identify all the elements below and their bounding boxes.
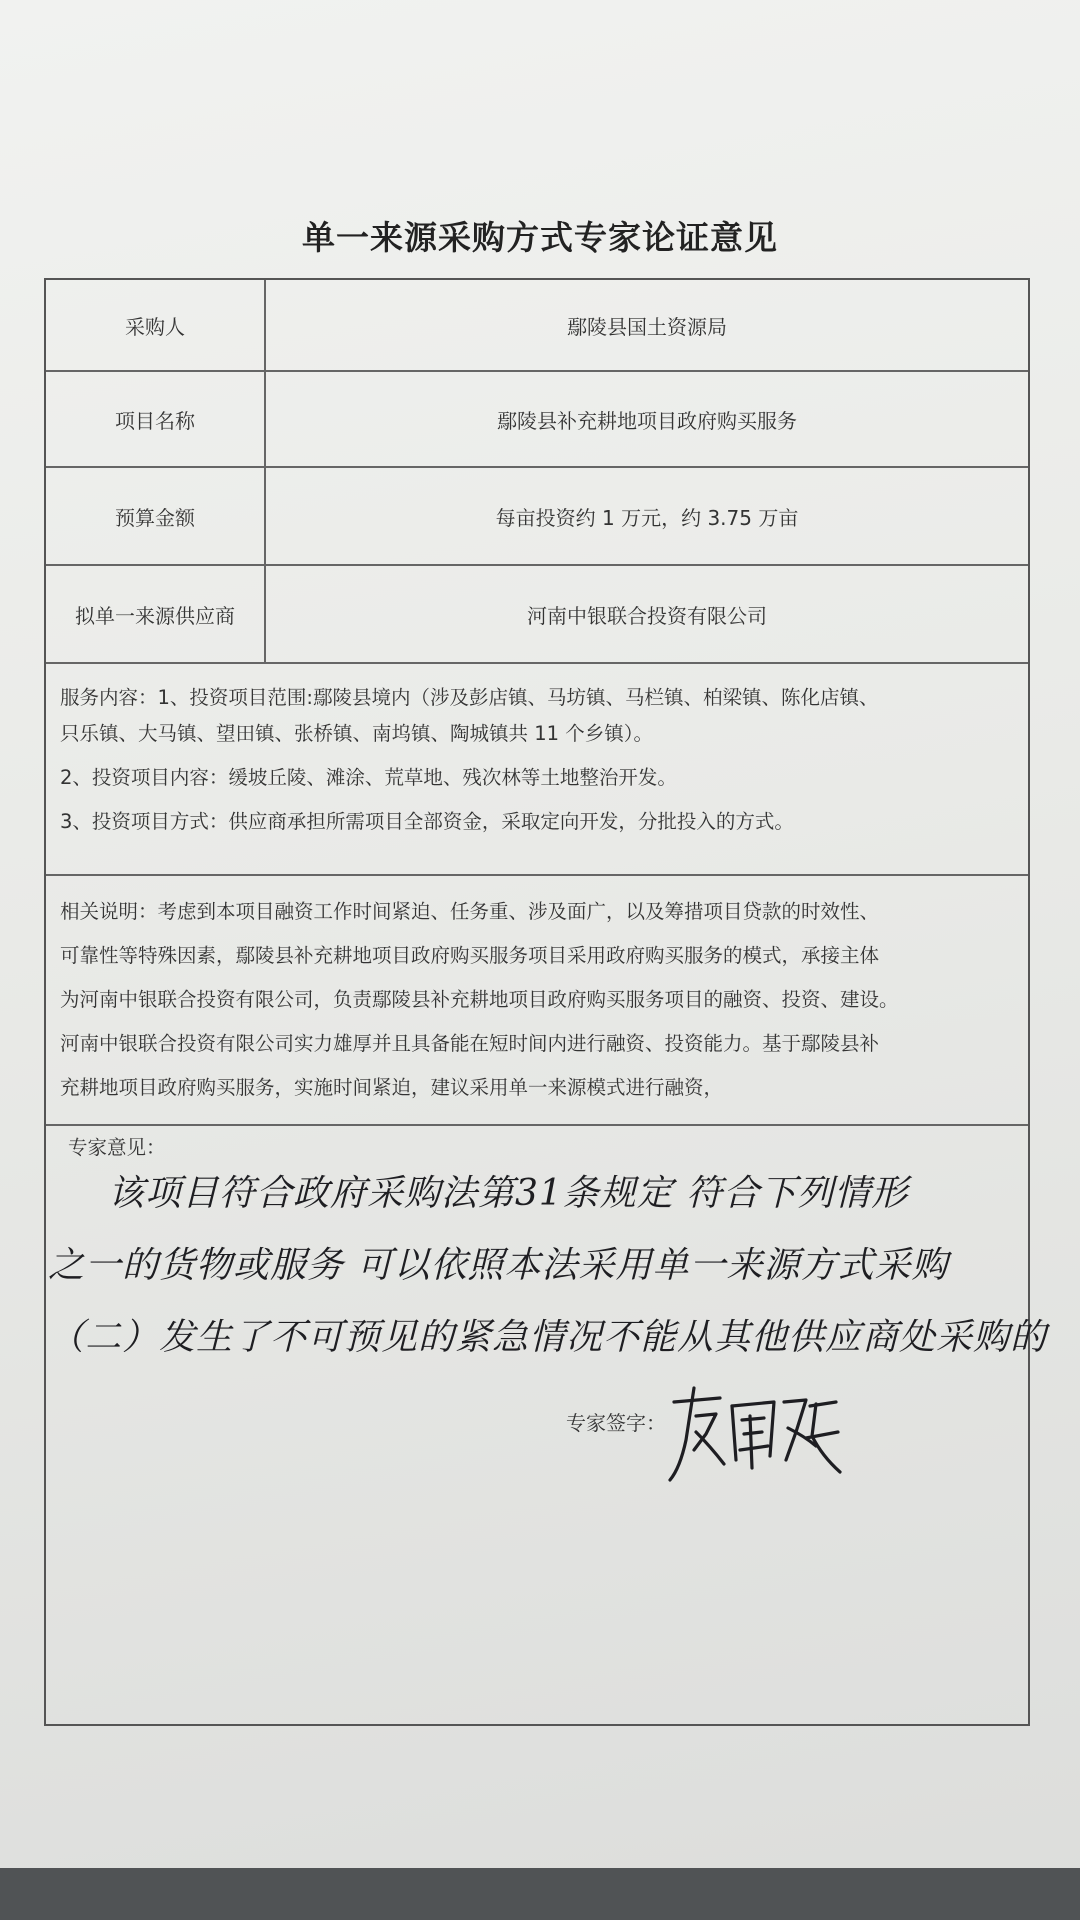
row-supplier (46, 566, 1028, 664)
notes-line-5: 充耕地项目政府购买服务，实施时间紧迫，建议采用单一来源模式进行融资， (60, 1076, 724, 1099)
budget-value: 每亩投资约 1 万元，约 3.75 万亩 (495, 505, 799, 530)
signature-label: 专家签字： (566, 1411, 666, 1435)
purchaser-label: 采购人 (46, 280, 266, 370)
handwriting-line-3: （二）发生了不可预见的紧急情况不能从其他供应商处采购的 (48, 1317, 1048, 1358)
expert-handwritten-opinion (48, 1158, 1060, 1374)
related-notes-text (60, 890, 1016, 1110)
budget-label: 预算金额 (46, 468, 266, 564)
section-service-content (46, 664, 1028, 876)
service-line-1: 服务内容：1、投资项目范围:鄢陵县境内（涉及彭店镇、马坊镇、马栏镇、柏梁镇、陈化店镇、 (60, 686, 879, 709)
notes-line-3: 为河南中银联合投资有限公司，负责鄢陵县补充耕地项目政府购买服务项目的融资、投资、建设。 (60, 988, 899, 1011)
service-content-text (60, 680, 1016, 840)
expert-signature-graphic (666, 1376, 846, 1486)
service-line-4: 3、投资项目方式：供应商承担所需项目全部资金，采取定向开发，分批投入的方式。 (60, 810, 794, 833)
handwriting-line-2: 之一的货物或服务 可以依照本法采用单一来源方式采购 (48, 1245, 949, 1286)
project-name-value: 鄢陵县补充耕地项目政府购买服务 (497, 408, 797, 433)
row-budget (46, 468, 1028, 566)
project-name-label: 项目名称 (46, 372, 266, 466)
notes-line-1: 相关说明：考虑到本项目融资工作时间紧迫、任务重、涉及面广，以及筹措项目贷款的时效性、 (60, 900, 880, 923)
photo-background-edge (0, 1868, 1080, 1920)
row-project-name (46, 372, 1028, 468)
expert-opinion-label: 专家意见： (68, 1136, 166, 1159)
argument-form (44, 278, 1030, 1726)
section-related-notes (46, 876, 1028, 1126)
service-line-3: 2、投资项目内容：缓坡丘陵、滩涂、荒草地、残次林等土地整治开发。 (60, 766, 677, 789)
supplier-label: 拟单一来源供应商 (46, 566, 266, 662)
document-title: 单一来源采购方式专家论证意见 (302, 218, 778, 257)
service-line-2: 只乐镇、大马镇、望田镇、张桥镇、南坞镇、陶城镇共 11 个乡镇）。 (60, 722, 653, 745)
purchaser-value: 鄢陵县国土资源局 (567, 314, 727, 339)
supplier-value: 河南中银联合投资有限公司 (527, 603, 767, 628)
handwriting-line-1: 该项目符合政府采购法第31条规定 符合下列情形 (108, 1173, 909, 1214)
notes-line-2: 可靠性等特殊因素，鄢陵县补充耕地项目政府购买服务项目采用政府购买服务的模式，承接主体 (60, 944, 880, 967)
row-purchaser (46, 280, 1028, 372)
notes-line-4: 河南中银联合投资有限公司实力雄厚并且具备能在短时间内进行融资、投资能力。基于鄢陵县补 (60, 1032, 880, 1055)
